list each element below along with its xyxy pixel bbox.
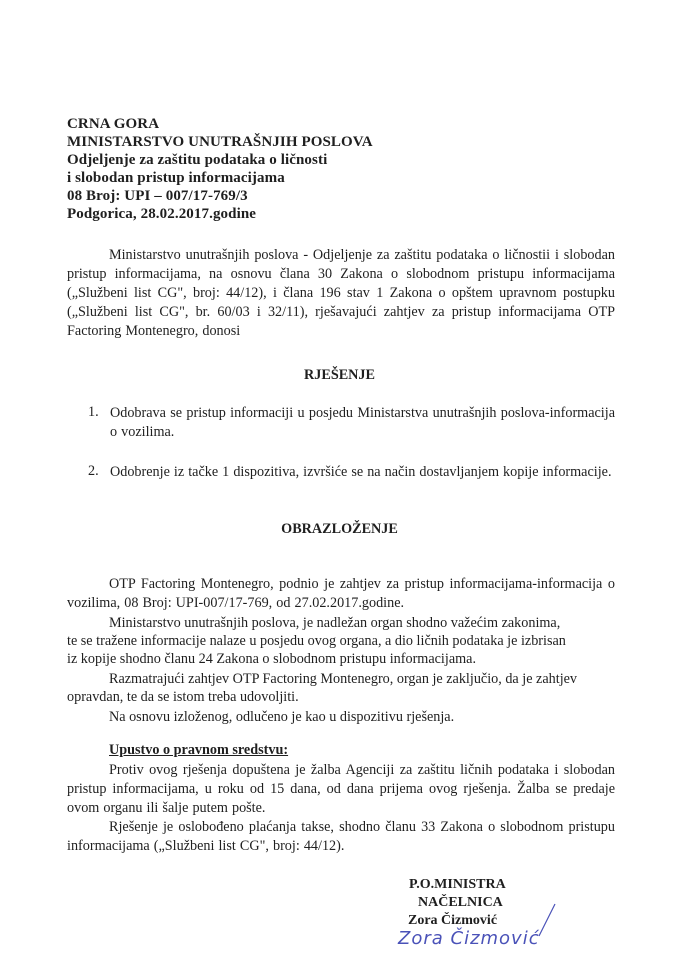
decision-title: RJEŠENJE: [304, 367, 375, 383]
item-number-1: 1.: [88, 404, 99, 420]
header-country: CRNA GORA: [67, 116, 160, 132]
legal-remedy-paragraph-2: Rješenje je oslobođeno plaćanja takse, shodno članu 33 Zakona o slobodnom pristupu informacijama („Službeni list CG", broj: 44/12).: [67, 819, 615, 854]
reasoning-paragraph-2-line-1: Ministarstvo unutrašnjih poslova, je nadležan organ shodno važećim zakonima,: [109, 615, 561, 631]
header-reference-number: 08 Broj: UPI – 007/17-769/3: [67, 188, 248, 204]
item-text-1: Odobrava se pristup informaciji u posjedu Ministarstva unutrašnjih poslova-informacija o vozilima.: [110, 405, 615, 440]
header-department: Odjeljenje za zaštitu podataka o ličnosti: [67, 152, 328, 168]
reasoning-paragraph-1: OTP Factoring Montenegro, podnio je zahtjev za pristup informacijama-informacija o vozilima, 08 Broj: UPI-007/17-769, od 27.02.2017.godine.: [67, 576, 615, 611]
reasoning-paragraph-2-line-3: iz kopije shodno članu 24 Zakona o slobodnom pristupu informacijama.: [67, 651, 476, 667]
reasoning-paragraph-3-line-1: Razmatrajući zahtjev OTP Factoring Montenegro, organ je zaključio, da je zahtjev: [109, 671, 578, 687]
item-number-2: 2.: [88, 463, 99, 479]
signature-title: P.O.MINISTRA: [409, 877, 506, 892]
legal-remedy-title: Upustvo o pravnom sredstvu:: [109, 742, 289, 758]
legal-remedy-paragraph-1: Protiv ovog rješenja dopuštena je žalba Agenciji za zaštitu ličnih podataka i slobodan pristup informacijama, u roku od 15 dana, od dana prijema ovog rješenja. Žalba se predaje ovom organu ili šalje putem pošte.: [67, 762, 615, 816]
reasoning-paragraph-3-line-2: opravdan, te da se istom treba udovoljiti.: [67, 689, 299, 705]
item-text-2: Odobrenje iz tačke 1 dispozitiva, izvršiće se na način dostavljanjem kopije informacije.: [110, 464, 612, 480]
reasoning-title: OBRAZLOŽENJE: [281, 521, 398, 537]
reasoning-paragraph-4: Na osnovu izloženog, odlučeno je kao u dispozitivu rješenja.: [109, 709, 455, 725]
handwritten-signature: Zora Čizmović: [398, 928, 540, 949]
header-place-date: Podgorica, 28.02.2017.godine: [67, 206, 257, 222]
signature-position: NAČELNICA: [418, 895, 503, 910]
intro-paragraph: Ministarstvo unutrašnjih poslova - Odjeljenje za zaštitu podataka o ličnostii i slobodan pristup informacijama, na osnovu člana 30 Zakona o slobodnom pristupu informacijama („Službeni list CG", broj: 44/12), i člana 196 stav 1 Zakona o opštem upravnom postupku („Službeni list CG", br. 60/03 i 32/11), rješavajući zahtjev za pristup informacijama OTP Factoring Montenegro, donosi: [67, 247, 615, 339]
header-ministry: MINISTARSTVO UNUTRAŠNJIH POSLOVA: [67, 134, 373, 150]
signature-stroke: [535, 900, 559, 940]
signature-name: Zora Čizmović: [408, 913, 498, 928]
header-department-cont: i slobodan pristup informacijama: [67, 170, 285, 186]
reasoning-paragraph-2-line-2: te se tražene informacije nalaze u posjedu ovog organa, a dio ličnih podataka je izbrisan: [67, 633, 566, 649]
